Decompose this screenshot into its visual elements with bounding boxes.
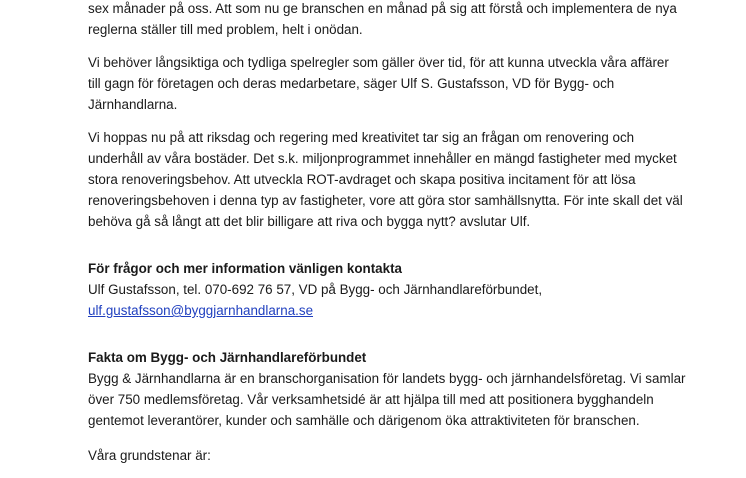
values-section [88,445,728,466]
facts-section [88,347,728,431]
contact-section [88,258,728,321]
document-page [88,0,728,478]
text-line: Vi hoppas nu på att riksdag och regering med kreativitet tar sig an frågan om renovering och [88,130,635,145]
text-line: Bygg & Järnhandlarna är en branschorganisation för landets bygg- och järnhandelsföretag. Vi samlar [88,371,686,386]
text-line: Järnhandlarna. [88,97,178,112]
email-link[interactable]: ulf.gustafsson@byggjarnhandlarna.se [88,303,314,318]
text-line: gentemot leverantörer, kunder och samhälle och därigenom öka attraktiviteten för branschen. [88,413,640,428]
quote-paragraph [88,52,728,115]
text-line: Vi behöver långsiktiga och tydliga spelregler som gäller över tid, för att kunna utveckla våra affärer [88,55,669,70]
facts-heading: Fakta om Bygg- och Järnhandlareförbundet [88,350,367,365]
contact-heading: För frågor och mer information vänligen kontakta [88,261,402,276]
contact-details: Ulf Gustafsson, tel. 070-692 76 57, VD på Bygg- och Järnhandlareförbundet, [88,282,543,297]
text-line: sex månader på oss. Att som nu ge branschen en månad på sig att förstå och implementera de nya [88,1,677,16]
text-line: behöva gå så långt att det blir billigare att riva och bygga nytt? avslutar Ulf. [88,214,531,229]
text-line: stora renoveringsbehov. Att utveckla ROT-avdraget och skapa positiva incitament för att lösa [88,172,636,187]
section-spacer [88,333,728,347]
text-line: renoveringsbehoven i denna typ av fastigheter, vore att göra stor samhällsnytta. För inte skall det väl [88,193,683,208]
text-line: reglerna ställer till med problem, helt i onödan. [88,22,363,37]
renovation-paragraph [88,127,728,232]
text-line: underhåll av våra bostäder. Det s.k. miljonprogrammet innehåller en mängd fastigheter med mycket [88,151,677,166]
section-spacer [88,244,728,258]
values-label: Våra grundstenar är: [88,448,211,463]
text-line: över 750 medlemsföretag. Vår verksamhetsidé är att hjälpa till med att positionera bygghandeln [88,392,654,407]
text-line: till gagn för företagen och deras medarbetare, säger Ulf S. Gustafsson, VD för Bygg- och [88,76,615,91]
intro-paragraph [88,0,728,40]
